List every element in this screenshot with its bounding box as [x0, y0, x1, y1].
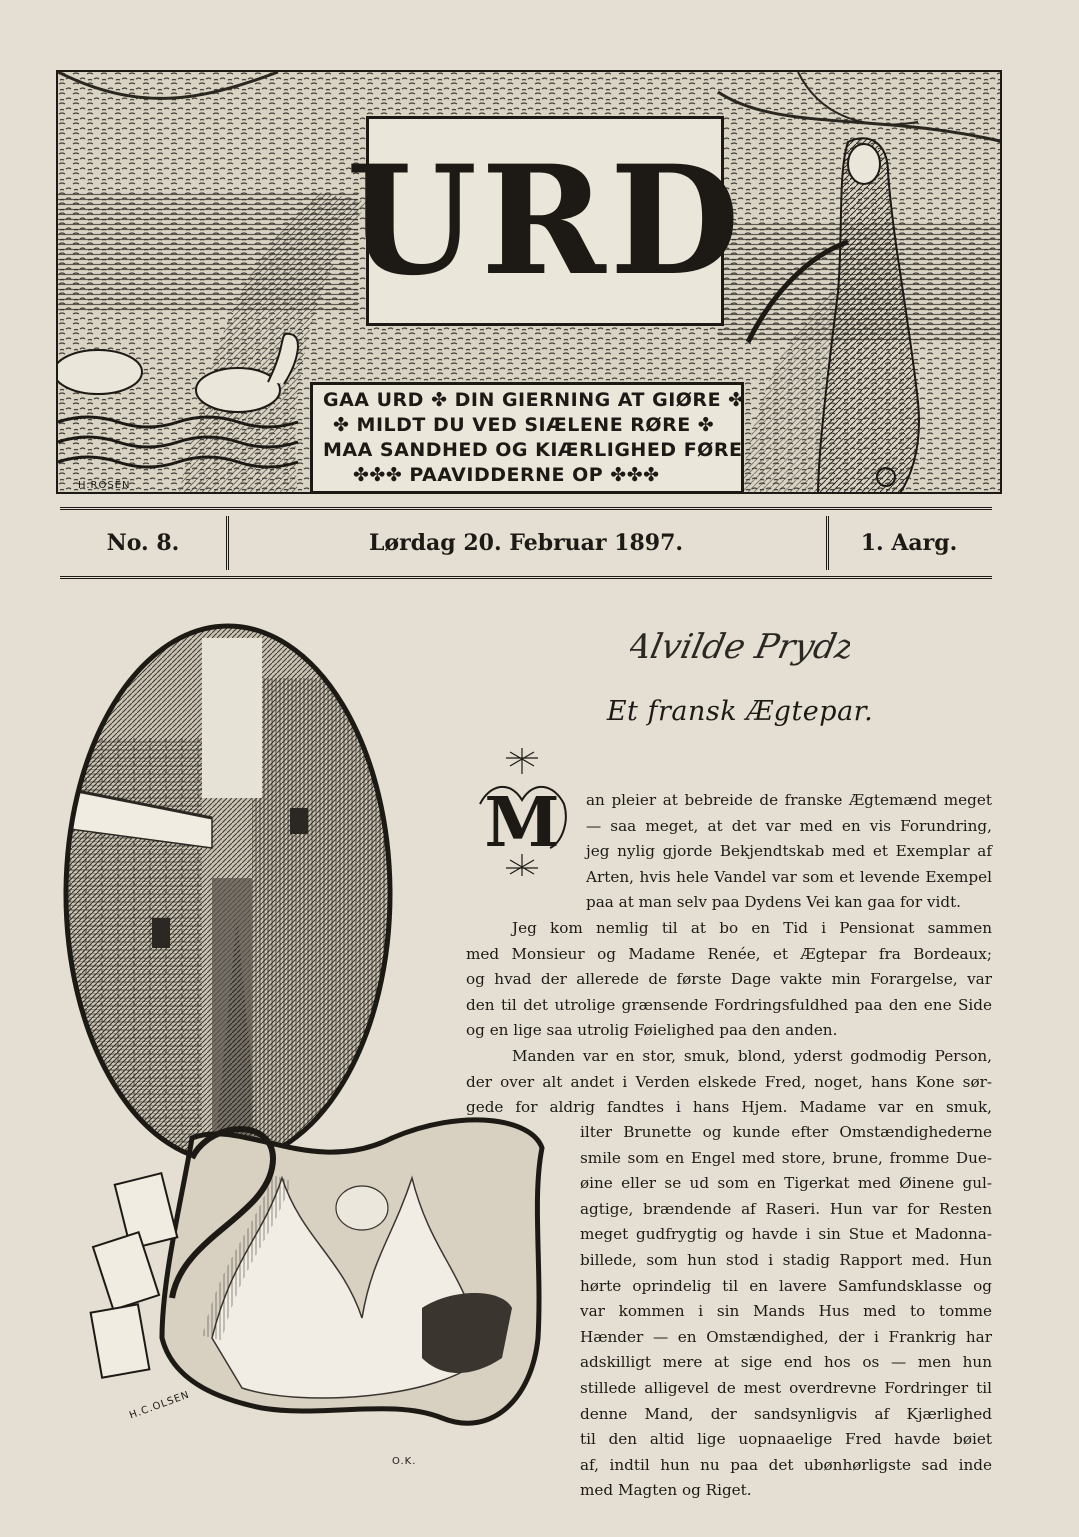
paragraph-3-narrow — [580, 1120, 992, 1504]
text-line: agtige, brændende af Raseri. Hun var for Resten — [580, 1199, 992, 1218]
text-line: adskilligt mere at sige end hos os — men hun — [580, 1353, 992, 1372]
text-line: billede, som hun stod i stadig Rapport med. Hun — [580, 1250, 992, 1269]
text-line: Jeg kom nemlig til at bo en Tid i Pensionat sammen — [512, 919, 992, 937]
text-line: af, indtil hun nu paa det ubønhørligste sad inde — [580, 1455, 992, 1474]
text-line: gede for aldrig fandtes i hans Hjem. Madame var en smuk, — [466, 1098, 992, 1117]
dropcap-letter: M — [484, 783, 560, 863]
text-line: med Monsieur og Madame Renée, et Ægtepar fra Bordeaux; — [466, 944, 992, 963]
text-line: til den altid lige uopnaaelige Fred havde bøiet — [580, 1430, 992, 1449]
author-signature — [630, 612, 850, 682]
masthead-illustration — [56, 70, 1002, 494]
text-line: øine eller se ud som en Tigerkat med Øinene gul- — [580, 1174, 992, 1193]
text-line: var kommen i sin Mands Hus med to tomme — [580, 1302, 992, 1321]
illustration-credit-left: H.C.OLSEN — [128, 1389, 192, 1422]
motto-line: GAA URD ✤ DIN GIERNING AT GIØRE ✤ — [323, 389, 745, 411]
motto-line: MAA SANDHED OG KIÆRLIGHED FØRE — [323, 439, 743, 461]
artist-signature: H.ROSEN — [78, 480, 131, 491]
text-line: den til det utrolige grænsende Fordringsfuldhed paa den ene Side — [466, 995, 992, 1014]
text-line: meget gudfrygtig og havde i sin Stue et Madonna- — [580, 1225, 992, 1244]
text-line: jeg nylig gjorde Bekjendtskab med et Exemplar af — [586, 842, 992, 861]
handwritten-signature — [630, 612, 850, 682]
paragraph-3-wide — [466, 1044, 992, 1121]
signature-text: Alvilde Prydz — [630, 627, 850, 667]
text-line: denne Mand, der sandsynligvis af Kjærlighed — [580, 1404, 992, 1423]
text-line: Manden var en stor, smuk, blond, yderst godmodig Person, — [512, 1047, 992, 1065]
text-line: an pleier at bebreide de franske Ægtemænd meget — [586, 791, 992, 809]
issue-date: Lørdag 20. Februar 1897. — [368, 530, 684, 556]
ornamental-initial-graphic — [470, 744, 574, 880]
illustration-credit-right: O.K. — [392, 1456, 417, 1467]
motto-line: ✤✤✤ PAAVIDDERNE OP ✤✤✤ — [353, 464, 660, 486]
text-line: Hænder — en Omstændighed, der i Frankrig har — [580, 1327, 992, 1346]
article-title: Et fransk Ægtepar. — [606, 696, 874, 727]
issue-volume: 1. Aarg. — [860, 530, 958, 556]
text-line: paa at man selv paa Dydens Vei kan gaa for vidt. — [586, 893, 961, 912]
text-line: — saa meget, at det var med en vis Forundring, — [586, 816, 992, 835]
text-line: med Magten og Riget. — [580, 1481, 752, 1500]
masthead-title: URD — [346, 133, 744, 309]
paragraph-2 — [466, 916, 992, 1044]
text-line: stillede alligevel de mest overdrevne Fordringer til — [580, 1378, 992, 1397]
text-line: ilter Brunette og kunde efter Omstændighederne — [580, 1123, 992, 1141]
ornamental-initial — [470, 744, 574, 880]
masthead-title-box — [346, 116, 744, 326]
text-line: og en lige saa utrolig Føielighed paa den anden. — [466, 1021, 838, 1040]
text-line: smile som en Engel med store, brune, fromme Due- — [580, 1148, 992, 1167]
motto-line: ✤ MILDT DU VED SIÆLENE RØRE ✤ — [333, 414, 715, 436]
text-line: hørte oprindelig til en lavere Samfundsklasse og — [580, 1276, 992, 1295]
text-line: Arten, hvis hele Vandel var som et levende Exempel — [586, 867, 992, 886]
masthead-motto — [310, 382, 744, 494]
paragraph-1 — [586, 788, 992, 916]
issue-bar — [60, 507, 992, 579]
text-line: og hvad der allerede de første Dage vakte min Forargelse, var — [466, 970, 992, 989]
text-line: der over alt andet i Verden elskede Fred, noget, hans Kone sør- — [466, 1072, 992, 1091]
issue-number: No. 8. — [106, 530, 180, 556]
